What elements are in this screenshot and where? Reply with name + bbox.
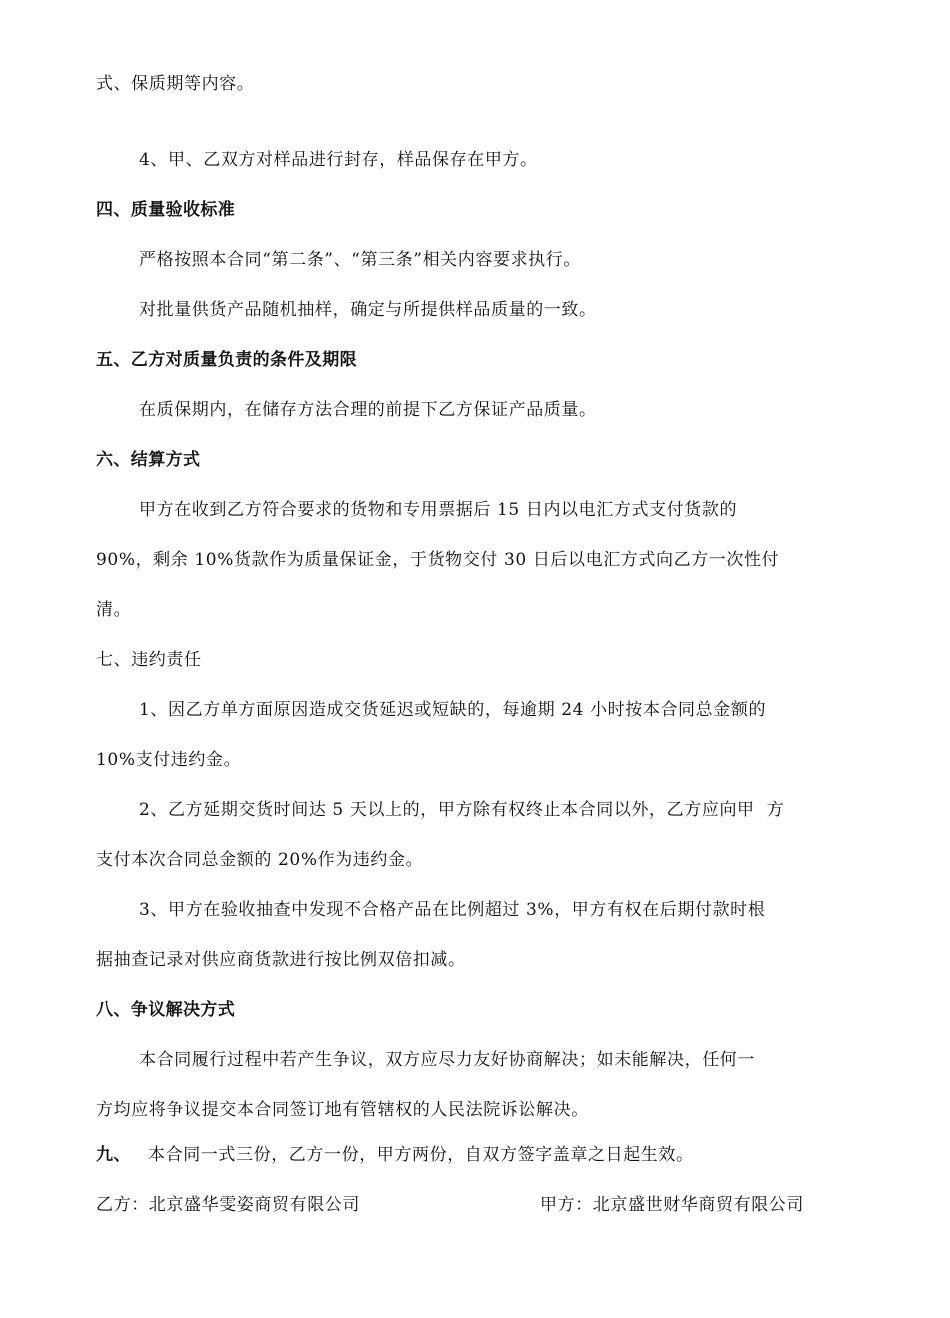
section-heading: 六、结算方式 xyxy=(96,450,201,470)
section-heading: 五、乙方对质量负责的条件及期限 xyxy=(96,350,357,370)
clause-line: 3、甲方在验收抽查中发现不合格产品在比例超过 3%，甲方有权在后期付款时根 xyxy=(139,900,766,920)
text-line: 式、保质期等内容。 xyxy=(96,74,255,94)
clause-line: 方均应将争议提交本合同签订地有管辖权的人民法院诉讼解决。 xyxy=(96,1100,589,1120)
clause-line: 甲方在收到乙方符合要求的货物和专用票据后 15 日内以电汇方式支付货款的 xyxy=(139,500,738,520)
clause-line: 支付本次合同总金额的 20%作为违约金。 xyxy=(96,850,424,870)
clause-line: 1、因乙方单方面原因造成交货延迟或短缺的，每逾期 24 小时按本合同总金额的 xyxy=(139,700,767,720)
clause-line: 清。 xyxy=(96,600,132,620)
clause-line: 对批量供货产品随机抽样，确定与所提供样品质量的一致。 xyxy=(139,300,597,320)
clause-line: 10%支付违约金。 xyxy=(96,750,242,770)
signature-party-b: 乙方：北京盛华雯姿商贸有限公司 xyxy=(96,1195,360,1215)
clause-line: 据抽查记录对供应商货款进行按比例双倍扣减。 xyxy=(96,950,466,970)
section-heading: 四、质量验收标准 xyxy=(96,200,236,220)
clause-line: 在质保期内，在储存方法合理的前提下乙方保证产品质量。 xyxy=(139,400,597,420)
section-heading: 八、争议解决方式 xyxy=(96,1000,236,1020)
signature-party-a: 甲方：北京盛世财华商贸有限公司 xyxy=(540,1195,804,1215)
clause-line: 严格按照本合同“第二条”、“第三条”相关内容要求执行。 xyxy=(139,250,581,270)
clause-line: 本合同履行过程中若产生争议，双方应尽力友好协商解决；如未能解决，任何一 xyxy=(139,1050,755,1070)
section-heading: 七、违约责任 xyxy=(96,650,202,670)
section-heading-number: 九、 xyxy=(96,1145,131,1165)
clause-line: 本合同一式三份，乙方一份，甲方两份，自双方签字盖章之日起生效。 xyxy=(148,1145,694,1165)
clause-line: 4、甲、乙双方对样品进行封存，样品保存在甲方。 xyxy=(139,150,538,170)
clause-line: 90%，剩余 10%货款作为质量保证金，于货物交付 30 日后以电汇方式向乙方一次性付 xyxy=(96,550,780,570)
clause-line: 2、乙方延期交货时间达 5 天以上的，甲方除有权终止本合同以外，乙方应向甲 方 xyxy=(139,800,785,820)
